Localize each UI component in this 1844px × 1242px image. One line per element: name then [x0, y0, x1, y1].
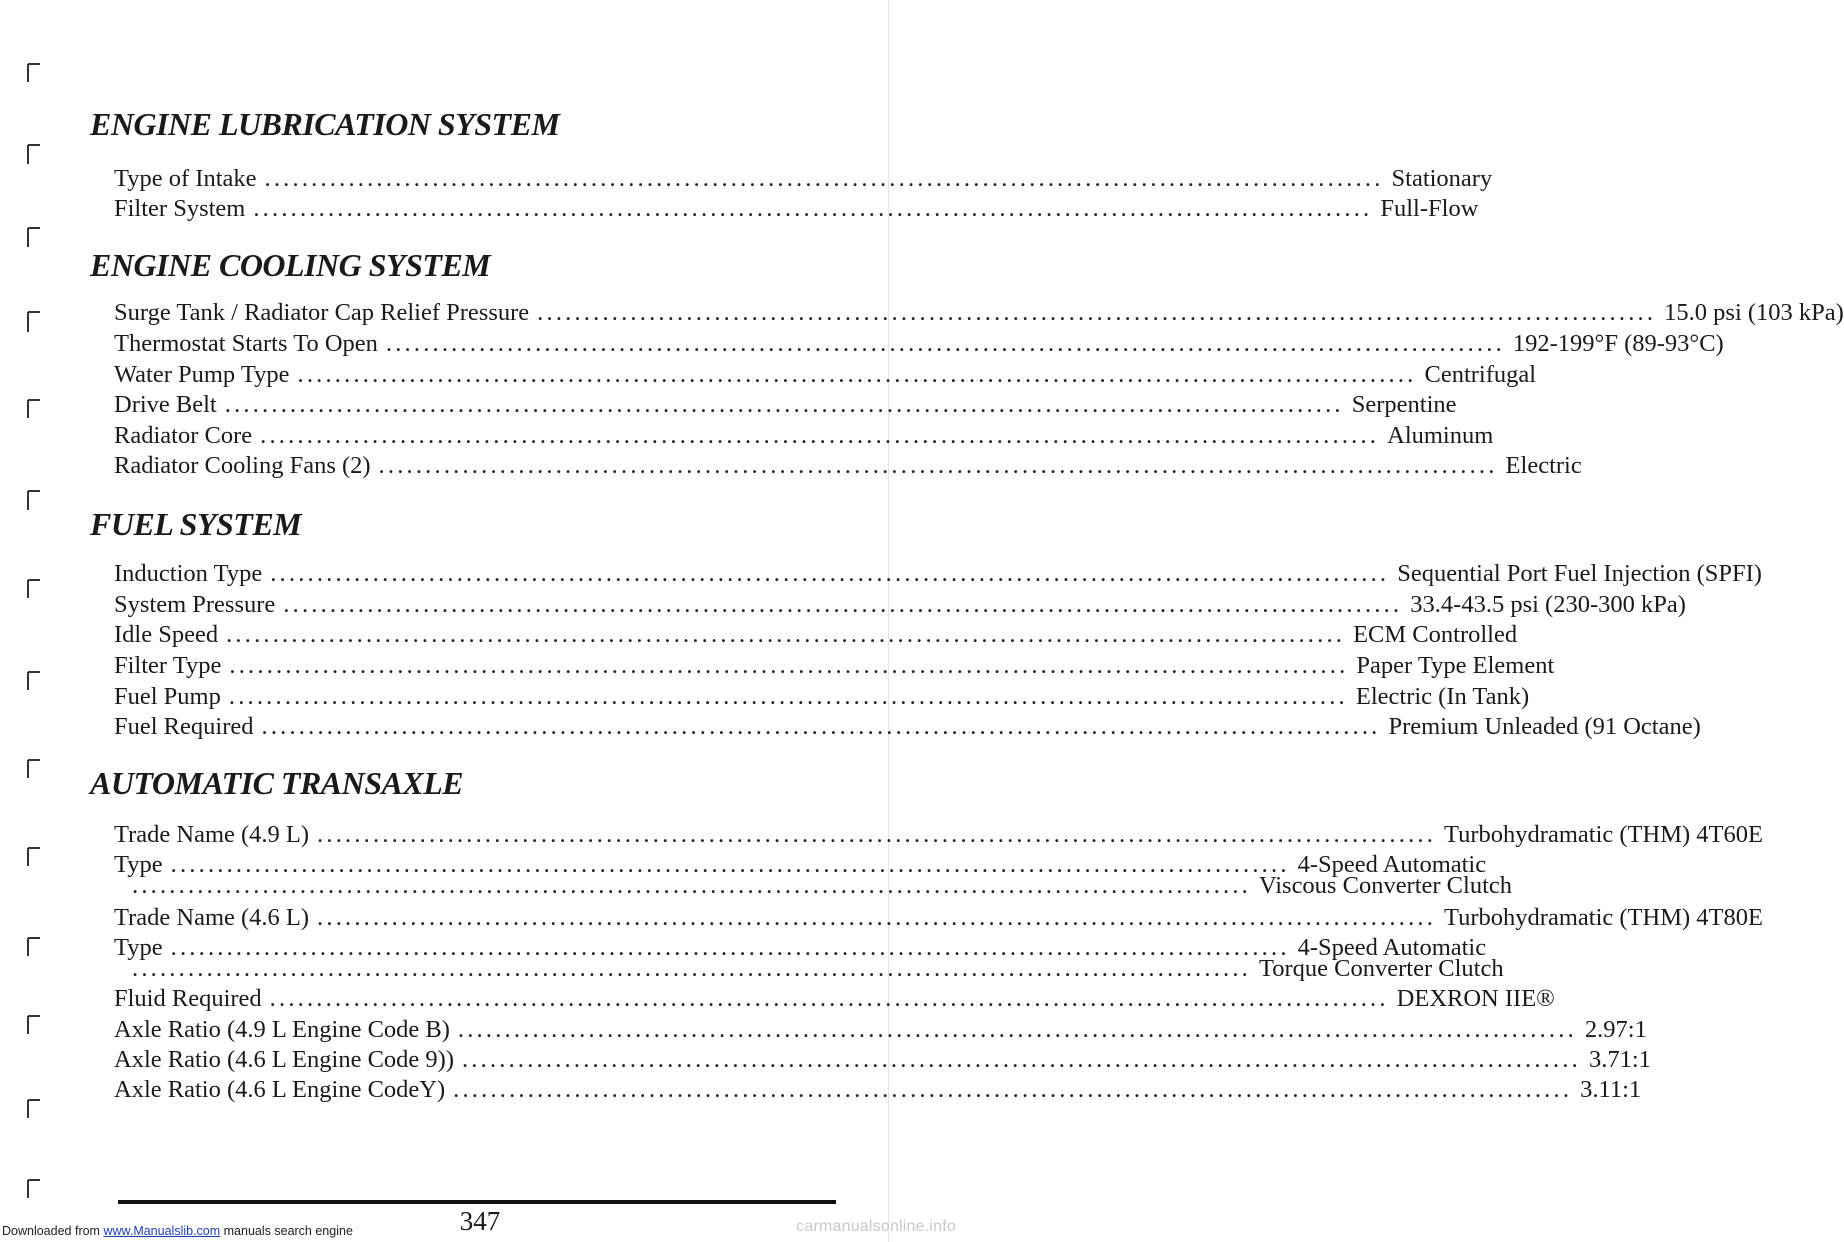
spec-row-continuation — [114, 953, 1504, 984]
spec-row — [114, 619, 1518, 650]
spec-value: Stationary — [1391, 165, 1493, 192]
spec-label: Axle Ratio (4.6 L Engine Code 9)) — [114, 1046, 454, 1073]
spec-value: Torque Converter Clutch — [1259, 955, 1504, 982]
leader-dots: ........................................................................................................................ — [317, 904, 1437, 931]
spec-value: 2.97:1 — [1584, 1016, 1647, 1043]
footer-rule — [118, 1200, 836, 1204]
leader-dots: ........................................................................................................................ — [317, 821, 1437, 848]
spec-row — [114, 297, 1844, 328]
spec-row — [114, 1044, 1651, 1075]
spec-value: Turbohydramatic (THM) 4T80E — [1444, 904, 1763, 931]
spec-value: Electric (In Tank) — [1355, 683, 1530, 710]
spec-row — [114, 589, 1686, 620]
leader-dots: ........................................................................................................................ — [170, 934, 1290, 961]
spec-label: Thermostat Starts To Open — [114, 330, 378, 357]
binding-edge-marks — [0, 0, 60, 1242]
leader-dots: ........................................................................................................................ — [229, 652, 1349, 679]
leader-dots: ........................................................................................................................ — [269, 985, 1389, 1012]
leader-dots: ........................................................................................................................ — [261, 713, 1381, 740]
spec-label: Fuel Pump — [114, 683, 221, 710]
spec-label: Induction Type — [114, 560, 263, 587]
spec-label: Type — [114, 851, 163, 878]
spec-row — [114, 193, 1479, 224]
leader-dots: ........................................................................................................................ — [453, 1076, 1573, 1103]
spec-row — [114, 389, 1457, 420]
spec-label: Radiator Core — [114, 422, 253, 449]
spec-row — [114, 328, 1724, 359]
section-heading: ENGINE COOLING SYSTEM — [90, 247, 491, 283]
leader-dots: ........................................................................................................................ — [283, 591, 1403, 618]
spec-value: Centrifugal — [1424, 361, 1537, 388]
leader-dots: ........................................................................................................................ — [385, 330, 1505, 357]
spec-label: Idle Speed — [114, 621, 219, 648]
spec-row — [114, 163, 1493, 194]
leader-dots: ........................................................................................................................ — [226, 621, 1346, 648]
spec-row — [114, 711, 1701, 742]
leader-dots: ........................................................................................................................ — [170, 851, 1290, 878]
spec-value: Paper Type Element — [1356, 652, 1555, 679]
spec-value: 3.11:1 — [1580, 1076, 1642, 1103]
spec-row — [114, 681, 1530, 712]
spec-value: Aluminum — [1387, 422, 1494, 449]
spec-label: Fluid Required — [114, 985, 262, 1012]
spec-label: System Pressure — [114, 591, 276, 618]
leader-dots: ........................................................................................................................ — [132, 955, 1251, 982]
spec-value: Serpentine — [1351, 391, 1457, 418]
spec-row-continuation — [114, 870, 1513, 901]
spec-label: Radiator Cooling Fans (2) — [114, 452, 371, 479]
spec-row — [114, 650, 1555, 681]
spec-label: Water Pump Type — [114, 361, 290, 388]
leader-dots: ........................................................................................................................ — [297, 361, 1417, 388]
leader-dots: ........................................................................................................................ — [224, 391, 1344, 418]
spec-value: 4-Speed Automatic — [1297, 934, 1487, 961]
spec-value: 33.4-43.5 psi (230-300 kPa) — [1410, 591, 1686, 618]
leader-dots: ........................................................................................................................ — [228, 683, 1348, 710]
leader-dots: ........................................................................................................................ — [264, 165, 1384, 192]
leader-dots: ........................................................................................................................ — [537, 299, 1657, 326]
spec-value: Viscous Converter Clutch — [1259, 872, 1513, 899]
spec-label: Filter System — [114, 195, 246, 222]
watermark-prefix: Downloaded from — [2, 1224, 104, 1238]
spec-value: Electric — [1505, 452, 1582, 479]
leader-dots: ........................................................................................................................ — [270, 560, 1390, 587]
spec-label: Type — [114, 934, 163, 961]
spec-row — [114, 819, 1763, 850]
spec-value: DEXRON IIE® — [1396, 985, 1555, 1012]
spec-row — [114, 902, 1763, 933]
spec-label: Drive Belt — [114, 391, 217, 418]
spec-label: Fuel Required — [114, 713, 254, 740]
leader-dots: ........................................................................................................................ — [253, 195, 1373, 222]
leader-dots: ........................................................................................................................ — [461, 1046, 1581, 1073]
leader-dots: ........................................................................................................................ — [260, 422, 1380, 449]
spec-value: Premium Unleaded (91 Octane) — [1388, 713, 1701, 740]
leader-dots: ........................................................................................................................ — [132, 872, 1251, 899]
spec-label: Surge Tank / Radiator Cap Relief Pressure — [114, 299, 530, 326]
spec-value: 15.0 psi (103 kPa) — [1664, 299, 1844, 326]
spec-value: ECM Controlled — [1353, 621, 1518, 648]
spec-label: Axle Ratio (4.9 L Engine Code B) — [114, 1016, 450, 1043]
spec-row — [114, 450, 1582, 481]
spec-row — [114, 420, 1494, 451]
spec-label: Filter Type — [114, 652, 222, 679]
spec-label: Axle Ratio (4.6 L Engine CodeY) — [114, 1076, 446, 1103]
section-heading: AUTOMATIC TRANSAXLE — [90, 765, 464, 801]
spec-row — [114, 1014, 1647, 1045]
spec-row — [114, 558, 1762, 589]
leader-dots: ........................................................................................................................ — [378, 452, 1498, 479]
site-watermark: carmanualsonline.info — [796, 1218, 956, 1235]
spec-value: 3.71:1 — [1588, 1046, 1651, 1073]
spec-label: Type of Intake — [114, 165, 257, 192]
download-source-watermark — [2, 1224, 353, 1238]
spec-row — [114, 983, 1555, 1014]
spec-row — [114, 359, 1537, 390]
spec-label: Trade Name (4.9 L) — [114, 821, 310, 848]
spec-value: 4-Speed Automatic — [1297, 851, 1487, 878]
section-heading: FUEL SYSTEM — [90, 506, 302, 542]
spec-label: Trade Name (4.6 L) — [114, 904, 310, 931]
spec-value: 192-199°F (89-93°C) — [1512, 330, 1724, 357]
spec-row — [114, 1074, 1642, 1105]
watermark-suffix: manuals search engine — [220, 1224, 353, 1238]
spec-value: Sequential Port Fuel Injection (SPFI) — [1397, 560, 1762, 587]
manualslib-link[interactable]: www.Manualslib.com — [103, 1224, 221, 1238]
spec-value: Full-Flow — [1380, 195, 1479, 222]
section-heading: ENGINE LUBRICATION SYSTEM — [90, 106, 560, 142]
spec-value: Turbohydramatic (THM) 4T60E — [1444, 821, 1763, 848]
page-number: 347 — [459, 1206, 501, 1236]
leader-dots: ........................................................................................................................ — [457, 1016, 1577, 1043]
